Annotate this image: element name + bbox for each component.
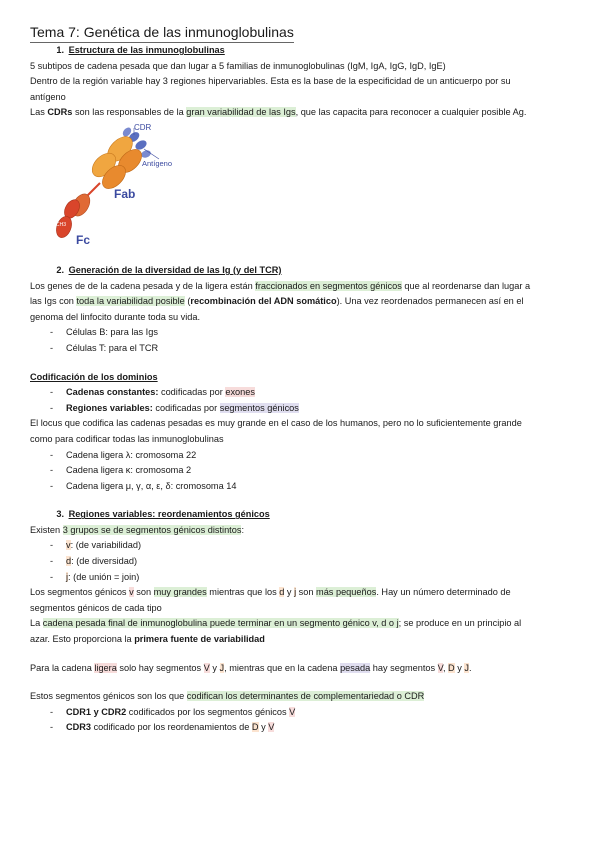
paragraph: La cadena pesada final de inmunoglobulina puede terminar en un segmento génico v, d o j; se produce en un principio al (30, 618, 522, 629)
highlight: segmentos génicos (219, 402, 299, 413)
highlight: fraccionados en segmentos génicos (255, 280, 402, 291)
cdr-label: CDR (134, 122, 152, 132)
list-item: - Cadena ligera λ: cromosoma 22 (50, 449, 197, 460)
highlight: 3 grupos se de segmentos génicos distintos (62, 524, 242, 535)
list-item: - Cadenas constantes: codificadas por exones (50, 387, 255, 398)
list-item: - v: (de variabilidad) (50, 540, 142, 551)
paragraph: las Igs con toda la variabilidad posible (recombinación del ADN somático). Una vez reordenados permanecen así en el (30, 296, 524, 307)
highlight: codifican los determinantes de complementariedad o CDR (186, 691, 425, 702)
subsection-heading: Codificación de los dominios (30, 371, 158, 382)
ch3-label: CH3 (56, 221, 67, 228)
section-number: 3. (56, 509, 64, 520)
antigen-label: Antígeno (142, 158, 173, 168)
paragraph: como para codificar todas las inmunoglobulinas (30, 433, 224, 444)
list-item: - CDR3 codificado por los reordenamientos de D y V (50, 722, 275, 733)
list-item: - Cadena ligera μ, γ, α, ε, δ: cromosoma 14 (50, 480, 237, 491)
list-item: - Regiones variables: codificadas por segmentos génicos (50, 402, 299, 413)
section-heading: Generación de la diversidad de las Ig (y del TCR) (68, 264, 282, 275)
antibody-figure (38, 123, 178, 255)
list-item: - d: (de diversidad) (50, 556, 137, 567)
fab-label: Fab (114, 186, 136, 201)
highlight: cadena pesada final de inmunoglobulina puede terminar en un segmento génico v, d o j (42, 618, 399, 629)
list-item: - Células B: para las Igs (50, 327, 158, 338)
paragraph: segmentos génicos de cada tipo (30, 602, 162, 613)
document-page (30, 22, 578, 736)
list-item: - CDR1 y CDR2 codificados por los segmentos génicos V (50, 706, 296, 717)
paragraph: Los segmentos génicos v son muy grandes mientras que los d y j son más pequeños. Hay un número determinado de (30, 587, 511, 598)
antibody-diagram (38, 123, 178, 255)
paragraph: Para la cadena ligera solo hay segmentos V y J, mientras que en la cadena pesada hay segmentos V, D y J. (30, 662, 472, 673)
list-item: - Células T: para el TCR (50, 342, 159, 353)
list-item: - Cadena ligera κ: cromosoma 2 (50, 465, 192, 476)
section-3-heading (30, 507, 578, 523)
section-heading: Estructura de las inmunoglobulinas (68, 45, 225, 55)
section-1-heading (30, 43, 578, 59)
paragraph: azar. Esto proporciona la primera fuente de variabilidad (30, 634, 265, 645)
section-2-heading (30, 263, 578, 279)
fc-label: Fc (76, 232, 91, 247)
paragraph: genoma del linfocito durante toda su vida. (30, 311, 201, 322)
section-number: 1. (56, 45, 64, 55)
paragraph: Las CDRs son las responsables de la gran variabilidad de las Igs, que las capacita para reconocer a cualquier posible Ag. (30, 107, 527, 118)
page-title: Tema 7: Genética de las inmunoglobulinas (30, 22, 294, 43)
highlight: toda la variabilidad posible (76, 296, 185, 307)
list-item: - j: (de unión = join) (50, 571, 140, 582)
paragraph: Los genes de de la cadena pesada y de la ligera están fraccionados en segmentos génicos que al reordenarse dan lugar a (30, 280, 531, 291)
paragraph: Existen 3 grupos se de segmentos génicos distintos: (30, 524, 245, 535)
paragraph: Dentro de la región variable hay 3 regiones hipervariables. Esta es la base de la especificidad de un anticuerpo por su (30, 76, 511, 87)
paragraph: 5 subtipos de cadena pesada que dan lugar a 5 familias de inmunoglobulinas (IgM, IgA, IgG, IgD, IgE) (30, 60, 446, 71)
section-heading: Regiones variables: reordenamientos génicos (68, 509, 270, 520)
paragraph: El locus que codifica las cadenas pesadas es muy grande en el caso de los humanos, pero no lo suficientemente grande (30, 418, 522, 429)
paragraph: Estos segmentos génicos son los que codifican los determinantes de complementariedad o CDR (30, 691, 425, 702)
section-number: 2. (56, 264, 64, 275)
highlight: exones (225, 387, 255, 398)
paragraph: antígeno (30, 91, 66, 102)
highlight: gran variabilidad de las Igs (186, 107, 296, 118)
